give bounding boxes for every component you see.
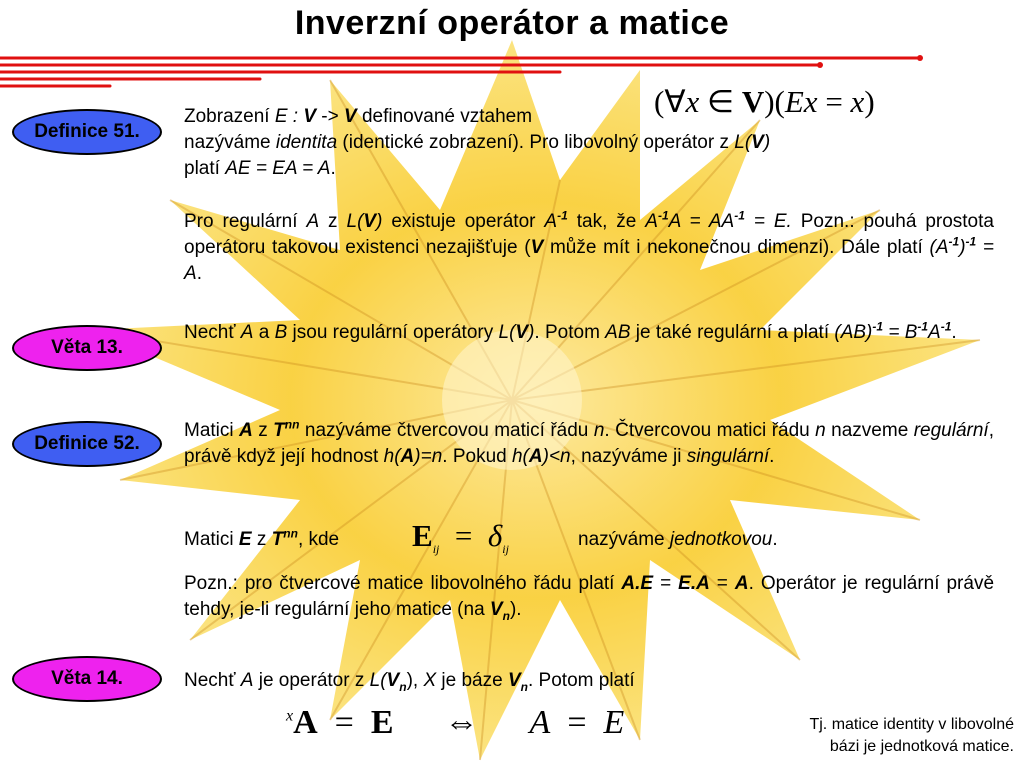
identity-matrix-name: nazýváme jednotkovou. [578, 529, 778, 550]
page-title: Inverzní operátor a matice [294, 4, 730, 42]
badge-theorem-14: Věta 14. [12, 656, 162, 702]
definition-52-text: Matici A z $T^{nn}$ nazýváme čtvercovou maticí řádu n. Čtvercovou matici řádu n nazveme regulární, právě když její hodnost h(A)=n. Pokud h(A)<n, nazýváme ji singulární. [184, 417, 994, 467]
identity-matrix-intro: Matici E z $T^{nn}$, kde [184, 526, 340, 550]
badge-definition-52: Definice 52. [12, 421, 162, 467]
note-line-1: Tj. matice identity v libovolné [809, 716, 1014, 733]
theorem-14-text: Nechť A je operátor z $L(V_n)$, X je báze $V_n$. Potom platí [184, 670, 635, 694]
theorem-14-formula: $^x$A = E ⇔ A = E [286, 704, 625, 741]
kronecker-delta-formula: $E_{ij} = \delta_{ij}$ [412, 518, 509, 557]
badge-definition-51: Definice 51. [12, 109, 162, 155]
identity-note [740, 714, 1014, 758]
badge-theorem-13: Věta 13. [12, 325, 162, 371]
note-line-2: bázi je jednotková matice. [829, 738, 1014, 755]
identity-formula: (∀x ∈ V)(Ex = x) [654, 84, 875, 119]
matrix-note-text: Pozn.: pro čtvercové matice libovolného řádu platí A.E = E.A = A. Operátor je regulární právě tehdy, je-li regulární jeho matice (na $V_n$). [184, 573, 995, 623]
inverse-operator-text: Pro regulární A z L(V) existuje operátor $A^{-1}$ tak, že $A^{-1}A = AA^{-1} = E$. Pozn.: pouhá prostota operátoru takovou existenci nezajišťuje (V může mít i nekonečnou dimenzi). Dále platí $(A^{-1})^{-1} = A$. [184, 208, 994, 284]
theorem-13-text: Nechť A a B jsou regulární operátory L(V). Potom AB je také regulární a platí $(AB)^{-1} = B^{-1}A^{-1}$. [184, 319, 957, 343]
definition-51-text: Zobrazení E : V -> V definované vztahem nazýváme identita (identické zobrazení). Pro libovolný operátor z L(V) platí AE = EA = A. [184, 106, 771, 179]
